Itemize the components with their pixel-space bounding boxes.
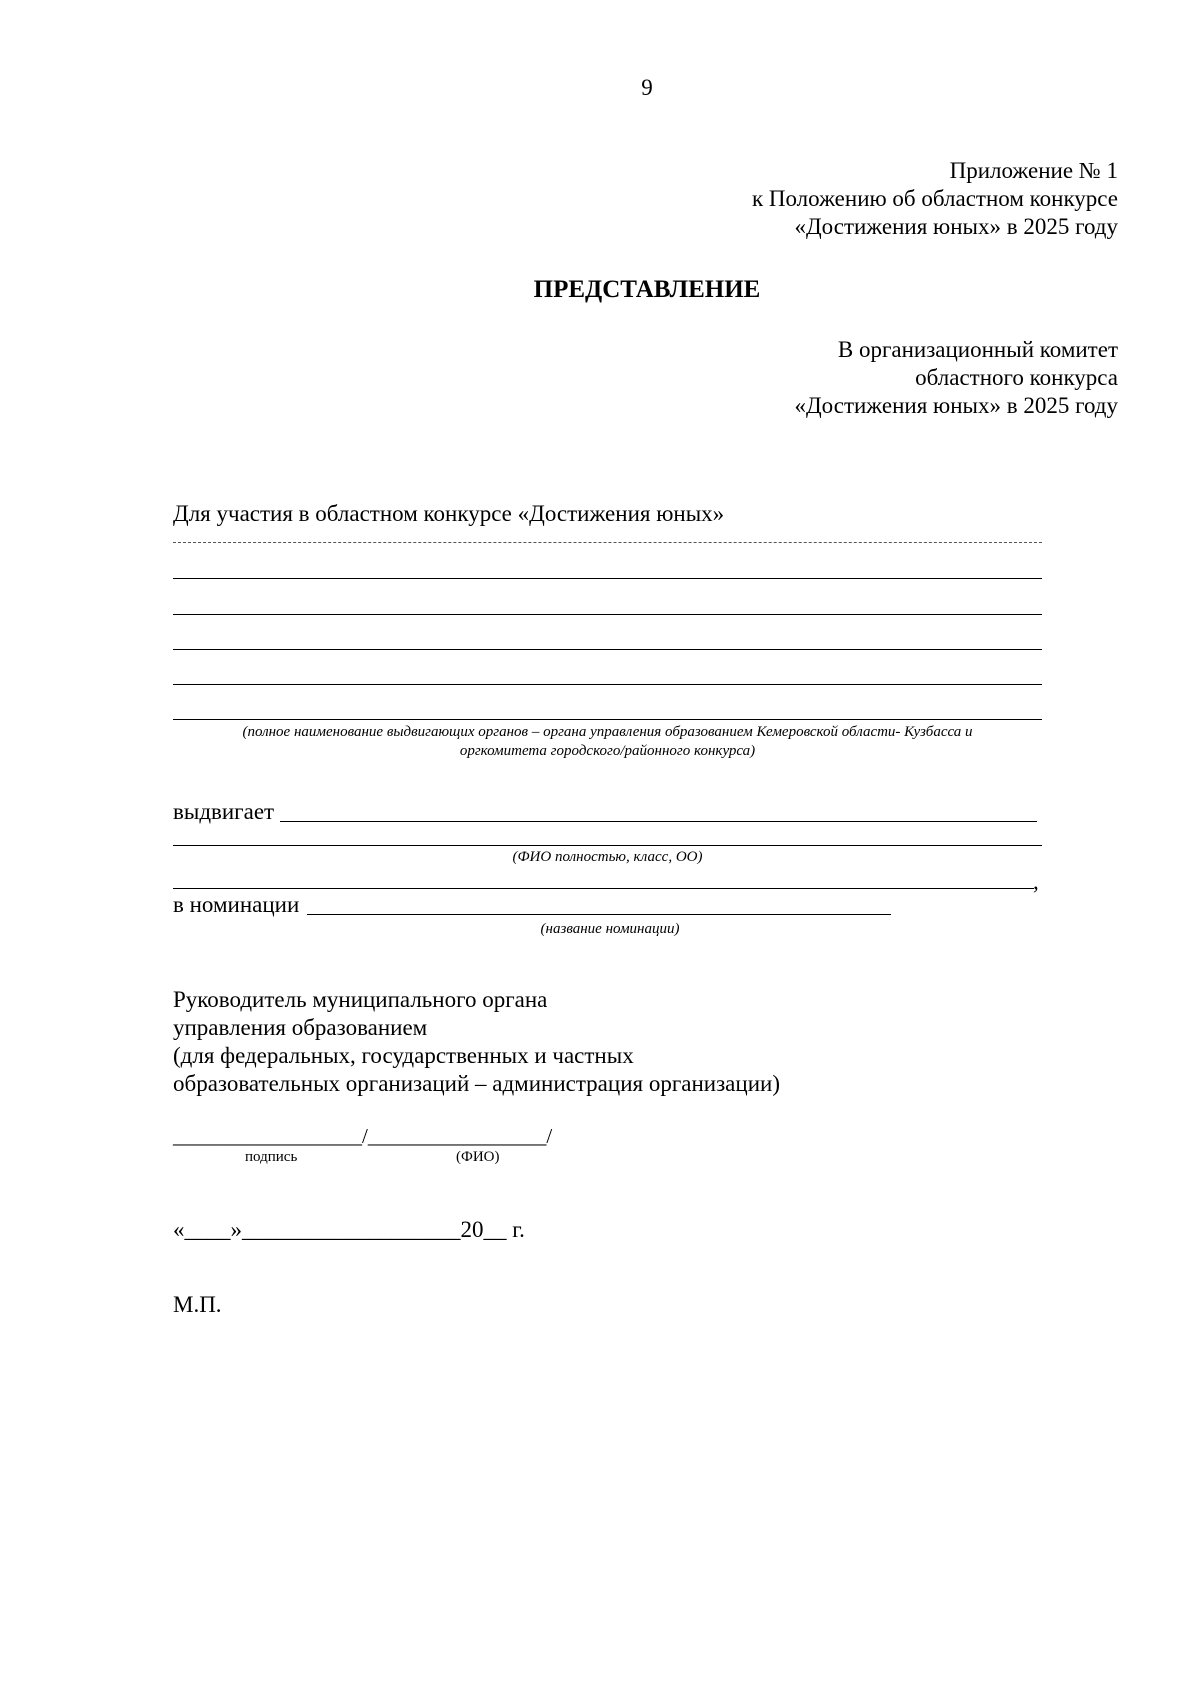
head-line-3: (для федеральных, государственных и частных xyxy=(173,1043,634,1068)
blank-line-1[interactable] xyxy=(173,542,1042,543)
appendix-line-3: «Достижения юных» в 2025 году xyxy=(794,214,1118,239)
nomination-label: в номинации xyxy=(173,892,300,917)
document-title: ПРЕДСТАВЛЕНИЕ xyxy=(533,276,761,303)
blank-line-4[interactable] xyxy=(173,649,1042,650)
blank-line-3[interactable] xyxy=(173,614,1042,615)
addressee-line-1: В организационный комитет xyxy=(837,337,1118,362)
nomination-note: (название номинации) xyxy=(540,921,680,937)
nominates-label: выдвигает xyxy=(173,799,275,824)
head-line-1: Руководитель муниципального органа xyxy=(173,987,548,1012)
page-number: 9 xyxy=(641,75,653,100)
signature-blank[interactable]: __________________/_________________/ xyxy=(173,1124,553,1148)
appendix-line-1: Приложение № 1 xyxy=(949,158,1118,183)
signature-label: подпись xyxy=(245,1149,298,1165)
blank-line-5[interactable] xyxy=(173,684,1042,685)
head-line-2: управления образованием xyxy=(173,1015,428,1040)
nominee-line-1[interactable] xyxy=(280,821,1037,822)
nomination-line[interactable] xyxy=(307,914,891,915)
appendix-line-2: к Положению об областном конкурсе xyxy=(751,186,1118,211)
intro-text: Для участия в областном конкурсе «Достижения юных» xyxy=(173,501,725,526)
date-line[interactable]: «____»___________________20__ г. xyxy=(173,1217,525,1242)
blank-line-2[interactable] xyxy=(173,578,1042,579)
addressee-line-3: «Достижения юных» в 2025 году xyxy=(794,393,1118,418)
addressee-line-2: областного конкурса xyxy=(915,365,1118,390)
nominators-note-line-2: оргкомитета городского/районного конкурса) xyxy=(459,743,756,759)
fio-note: (ФИО полностью, класс, ОО) xyxy=(512,849,703,865)
nominee-line-2[interactable] xyxy=(173,845,1042,846)
fio-label: (ФИО) xyxy=(456,1149,500,1165)
blank-line-6[interactable] xyxy=(173,719,1042,720)
line-comma: , xyxy=(1033,869,1039,894)
head-line-4: образовательных организаций – администрация организации) xyxy=(173,1071,780,1096)
nominators-note-line-1: (полное наименование выдвигающих органов – органа управления образованием Кемеровской области- Кузбасса и xyxy=(242,724,973,740)
stamp-place: М.П. xyxy=(173,1292,222,1317)
nominee-line-3[interactable] xyxy=(173,888,1034,889)
